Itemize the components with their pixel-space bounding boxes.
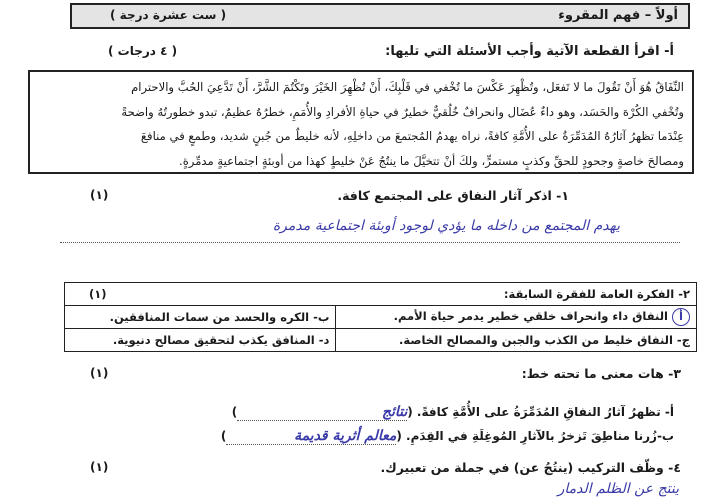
passage-line: النِّفَاقُ هُوَ أَنْ تَقُولَ ما لا تَفعَل، وتُظْهِرَ عَكْسَ ما تُخْفي في قَلْبِكَ، أَنْ تُظْهِرَ الخَيْرَ وتَكْتُمَ الشَّرَّ، أَنْ تَدَّعِيَ الحُبَّ والاحترام	[131, 80, 684, 94]
question-4-answer: ينتج عن الظلم الدمار	[557, 481, 679, 497]
question-3-label: ٣- هات معنى ما تحته خط:	[521, 366, 681, 381]
instruction-marks: ( ٤ درجات )	[108, 44, 178, 58]
option-b-cell[interactable]	[65, 306, 336, 329]
question-1-label: ١- اذكر آثار النفاق على المجتمع كافة.	[337, 188, 569, 203]
question-3-item-a	[232, 404, 674, 421]
passage-line: وتُخْفي الكُرْهَ والحَسَد، وهو داءٌ عُضَال وانحرافٌ خُلُقيٌّ خطيرٌ في حياةِ الأفرادِ والأُمَمِ، خطرُهُ عظيمٌ، تبدو خطورتُهُ واضحةً	[121, 104, 684, 119]
question-4-label: ٤- وظّف التركيب (ينتُجُ عن) في جملة من تعبيرك.	[380, 460, 681, 475]
section-score: ( ست عشرة درجة )	[110, 8, 227, 22]
question-3-b-answer: معالم أثرية قديمة	[226, 428, 396, 445]
question-3-a-text: أ- تظهرُ آثارُ النفاقِ المُدَمِّرَةُ على الأُمَّةِ كافةً. (	[407, 405, 674, 419]
option-d: د- المنافق يكذب لتحقيق مصالح دنيوية.	[112, 333, 330, 347]
option-a-cell[interactable]	[336, 306, 697, 329]
option-a: النفاق داء وانحراف خلقي خطير يدمر حياة الأمم.	[393, 309, 668, 323]
question-3-a-answer: نتائج	[237, 404, 407, 421]
question-3-b-close: )	[220, 429, 227, 443]
question-3-item-b	[221, 428, 674, 445]
question-2-header-cell	[65, 283, 697, 306]
question-1-answer: يهدم المجتمع من داخله ما يؤدي لوجود أوبئة اجتماعية مدمرة	[272, 218, 620, 234]
section-title: أولاً – فهم المقروء	[558, 8, 678, 23]
passage-line: ومصالحَ خاصةٍ وجحودٍ للحقِّ وكذبٍ مستمرٍّ، ولكَ أنْ تتخيَّلَ ما ينتُجُ عَنْ خليطٍ كهذا من أوبئةٍ اجتماعيةٍ مدمِّرةٍ.	[179, 153, 684, 168]
reading-passage	[28, 70, 694, 174]
option-d-cell[interactable]	[65, 329, 336, 352]
option-c-cell[interactable]	[336, 329, 697, 352]
option-c: ج- النفاق خليط من الكذب والجبن والمصالح الخاصة.	[399, 333, 690, 347]
question-3-b-text: ب-زُرنا مناطِقَ تَزخرُ بالآثارِ المُوغِلَةِ في القِدَمِ. (	[396, 429, 674, 443]
question-3-marks: (١)	[90, 366, 109, 380]
question-4-marks: (١)	[90, 460, 109, 474]
selected-answer-circle: أ	[672, 308, 690, 326]
option-b: ب- الكره والحسد من سمات المنافقين.	[109, 310, 330, 324]
question-3-a-close: )	[231, 405, 238, 419]
question-1-answer-line	[60, 218, 680, 243]
question-2-label: ٢- الفكرة العامة للفقرة السابقة:	[503, 287, 690, 301]
question-2-marks: (١)	[89, 287, 107, 301]
question-1-marks: (١)	[90, 188, 109, 202]
section-header	[70, 3, 690, 29]
passage-line: عِنْدَما تظهرُ آثارُهُ المُدَمِّرَةُ على الأُمَّةِ كافةً، نراه يهدمُ المُجتمعَ من داخلِهِ، لأنه خليطٌ من جُبنٍ شديد، وطمعٍ في منافعَ	[140, 129, 684, 143]
question-2-options-table	[64, 282, 697, 352]
instruction-text: أ- اقرأ القطعة الآتية وأجب الأسئلة التي تليها:	[385, 44, 674, 59]
